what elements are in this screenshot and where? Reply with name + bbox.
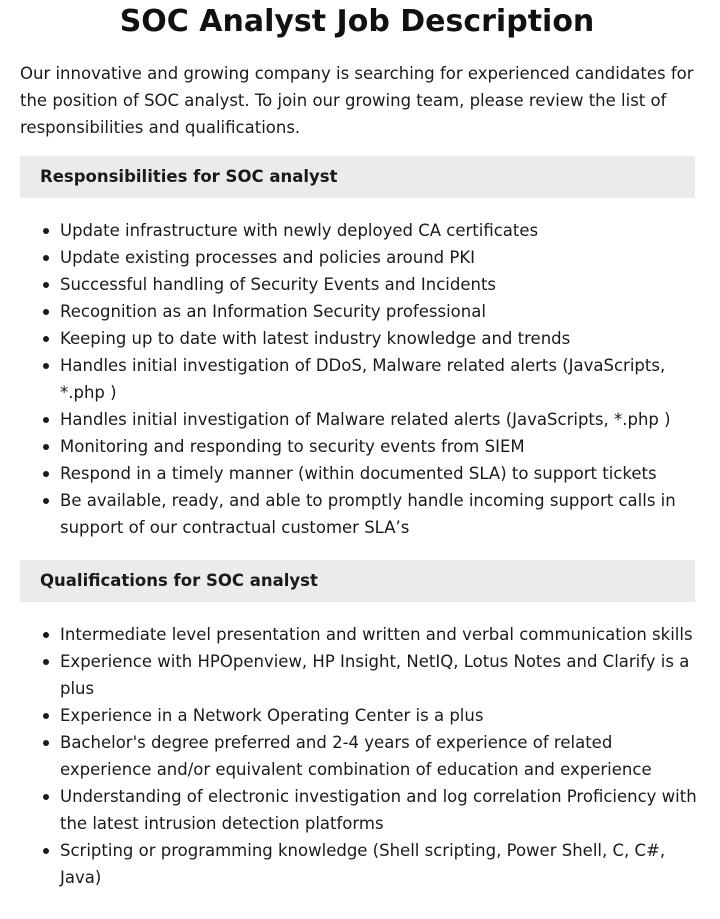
responsibilities-heading: Responsibilities for SOC analyst (20, 156, 695, 198)
list-item: Handles initial investigation of Malware related alerts (JavaScripts, *.php ) (60, 406, 700, 433)
list-item: Update existing processes and policies around PKI (60, 244, 700, 271)
list-item: Keeping up to date with latest industry knowledge and trends (60, 325, 700, 352)
list-item: Understanding of electronic investigation and log correlation Proficiency with the latest intrusion detection platforms (60, 783, 700, 837)
page-title: SOC Analyst Job Description (119, 4, 595, 39)
list-item: Handles initial investigation of DDoS, Malware related alerts (JavaScripts, *.php ) (60, 352, 700, 406)
intro-paragraph: Our innovative and growing company is searching for experienced candidates for the position of SOC analyst. To join our growing team, please review the list of responsibilities and qualifications. (20, 64, 694, 137)
list-item: Successful handling of Security Events and Incidents (60, 271, 700, 298)
qualifications-list (20, 621, 700, 891)
list-item: Experience in a Network Operating Center is a plus (60, 702, 700, 729)
list-item: Be available, ready, and able to promptly handle incoming support calls in support of our contractual customer SLA’s (60, 487, 700, 541)
list-item: Recognition as an Information Security professional (60, 298, 700, 325)
list-item: Intermediate level presentation and written and verbal communication skills (60, 621, 700, 648)
responsibilities-list (20, 217, 700, 541)
list-item: Monitoring and responding to security events from SIEM (60, 433, 700, 460)
list-item: Scripting or programming knowledge (Shell scripting, Power Shell, C, C#, Java) (60, 837, 700, 891)
list-item: Respond in a timely manner (within documented SLA) to support tickets (60, 460, 700, 487)
list-item: Update infrastructure with newly deployed CA certificates (60, 217, 700, 244)
list-item: Bachelor's degree preferred and 2-4 years of experience of related experience and/or equivalent combination of education and experience (60, 729, 700, 783)
qualifications-heading: Qualifications for SOC analyst (20, 560, 695, 602)
list-item: Experience with HPOpenview, HP Insight, NetIQ, Lotus Notes and Clarify is a plus (60, 648, 700, 702)
